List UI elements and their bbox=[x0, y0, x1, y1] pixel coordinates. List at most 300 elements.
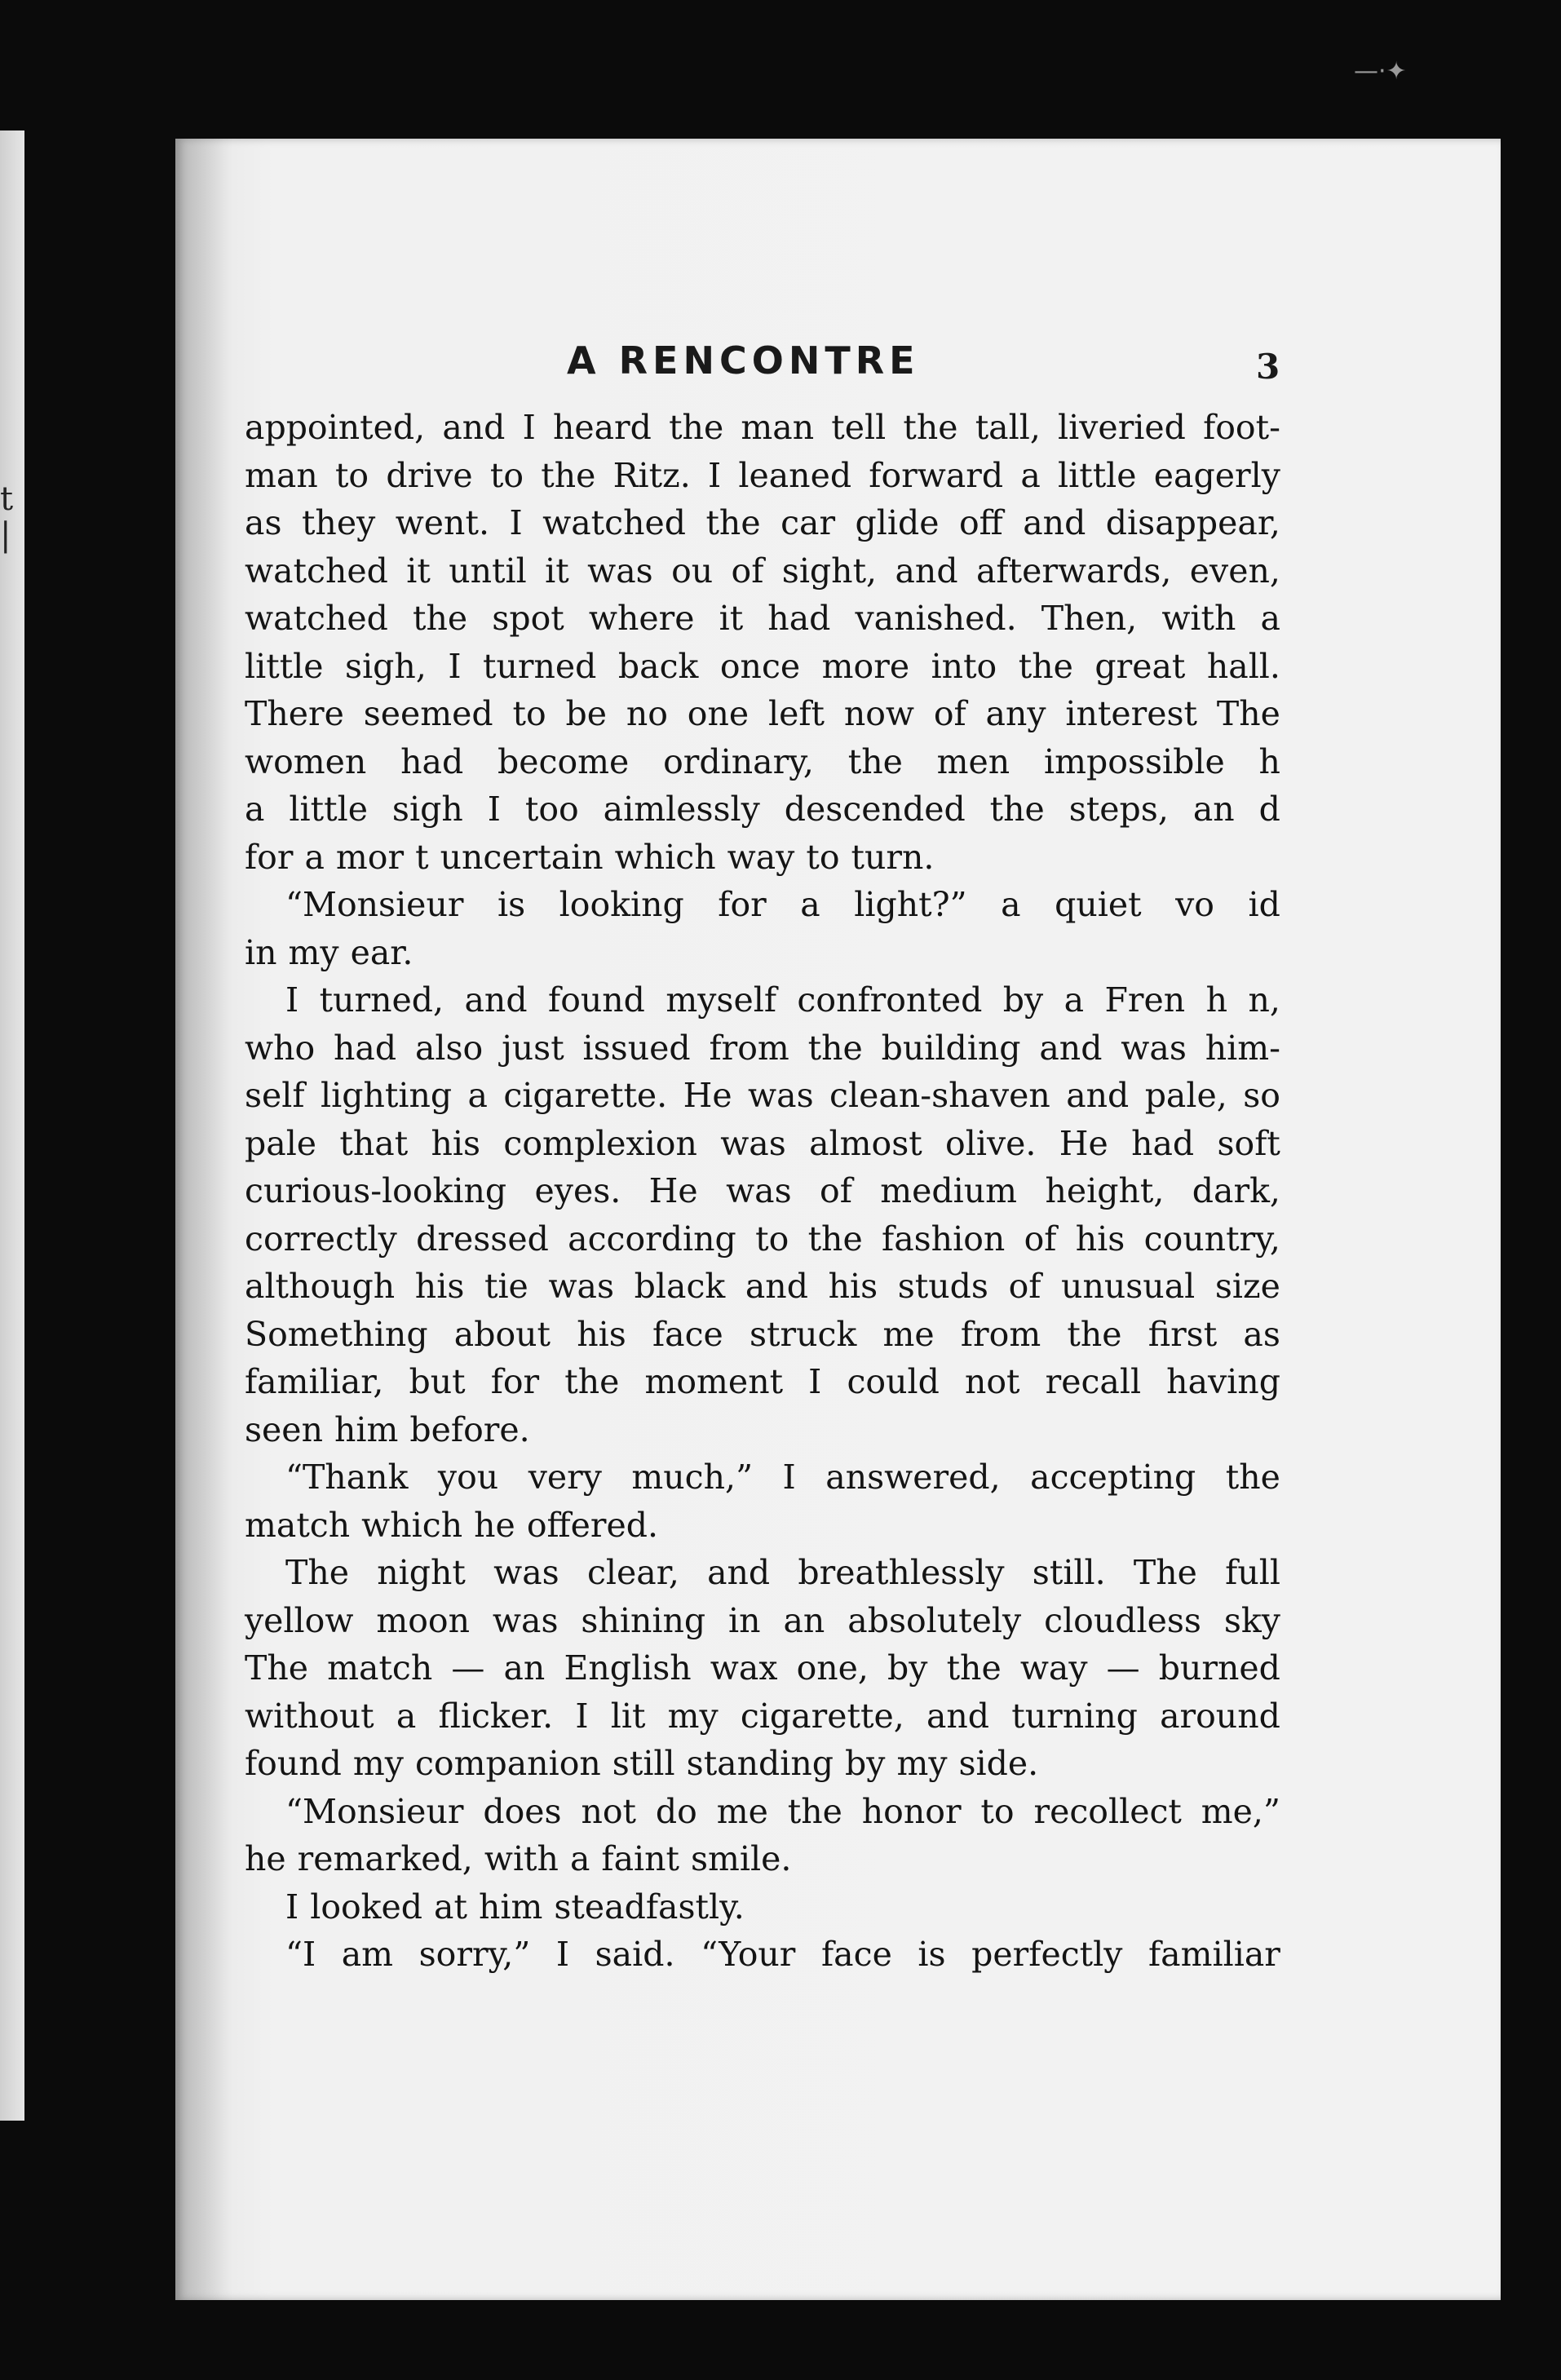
word: for bbox=[490, 1362, 540, 1401]
word: a bbox=[304, 837, 325, 877]
text-line bbox=[245, 1835, 1280, 1883]
word: He bbox=[648, 1171, 698, 1210]
text-line bbox=[245, 643, 1280, 691]
word: the bbox=[669, 408, 724, 447]
word: I bbox=[487, 790, 501, 829]
word: and bbox=[1066, 1076, 1130, 1115]
word: fashion bbox=[882, 1219, 1006, 1259]
word: the bbox=[787, 1791, 842, 1831]
word: until bbox=[449, 551, 527, 591]
word: tall, bbox=[975, 408, 1041, 447]
word: of bbox=[1008, 1267, 1041, 1306]
word: descended bbox=[784, 790, 966, 829]
word: to bbox=[980, 1791, 1015, 1831]
word: answered, bbox=[825, 1458, 1001, 1497]
word: wax bbox=[710, 1648, 778, 1688]
word: the bbox=[1018, 646, 1073, 686]
word: his bbox=[1075, 1219, 1125, 1259]
text-line bbox=[245, 1549, 1280, 1597]
word: which bbox=[614, 837, 716, 877]
word: standing bbox=[686, 1744, 834, 1783]
word: women bbox=[245, 741, 367, 781]
word: found bbox=[548, 980, 645, 1020]
word: be bbox=[565, 694, 608, 733]
word: too bbox=[524, 790, 579, 829]
word: He bbox=[1059, 1123, 1108, 1163]
word: where bbox=[588, 599, 695, 638]
word: honor bbox=[861, 1791, 962, 1831]
word: around bbox=[1160, 1696, 1280, 1736]
word: clear, bbox=[586, 1553, 679, 1592]
word: a bbox=[569, 1839, 590, 1878]
word: was bbox=[548, 1267, 615, 1306]
word: n, bbox=[1248, 980, 1280, 1020]
word: “Thank bbox=[285, 1458, 409, 1497]
word: from bbox=[709, 1028, 789, 1068]
word: it bbox=[719, 599, 744, 638]
word: smile. bbox=[691, 1839, 792, 1878]
word: “Monsieur bbox=[285, 885, 464, 924]
word: into bbox=[931, 646, 997, 686]
word: a bbox=[1020, 455, 1041, 495]
word: The bbox=[285, 1553, 350, 1592]
word: steps, bbox=[1068, 790, 1169, 829]
word: with bbox=[1161, 599, 1236, 638]
word: the bbox=[989, 790, 1045, 829]
word: confronted bbox=[797, 980, 983, 1020]
word: is bbox=[497, 885, 526, 924]
word: just bbox=[502, 1028, 564, 1068]
word: issued bbox=[582, 1028, 691, 1068]
word: I bbox=[707, 455, 722, 495]
word: was bbox=[748, 1076, 814, 1115]
word: car bbox=[780, 503, 836, 542]
word: one, bbox=[796, 1648, 869, 1688]
word: by bbox=[845, 1744, 886, 1783]
word: ear. bbox=[350, 932, 413, 972]
word: he bbox=[474, 1505, 515, 1545]
text-line bbox=[245, 1692, 1280, 1741]
word: Fren bbox=[1104, 980, 1186, 1020]
word: drive bbox=[386, 455, 473, 495]
word: cloudless bbox=[1044, 1600, 1201, 1640]
word: studs bbox=[897, 1267, 988, 1306]
word: cigarette. bbox=[503, 1076, 668, 1115]
word: an bbox=[1192, 790, 1235, 829]
word: soft bbox=[1217, 1123, 1280, 1163]
text-line bbox=[245, 499, 1280, 547]
word: although bbox=[245, 1267, 396, 1306]
text-line bbox=[245, 1263, 1280, 1311]
word: curious-looking bbox=[245, 1171, 507, 1210]
facing-page-glyph: | bbox=[0, 516, 11, 554]
word: went. bbox=[395, 503, 489, 542]
text-line bbox=[245, 1167, 1280, 1215]
text-line bbox=[245, 595, 1280, 643]
word: medium bbox=[880, 1171, 1018, 1210]
word: men bbox=[936, 741, 1010, 781]
word: man bbox=[245, 455, 318, 495]
text-line bbox=[245, 1024, 1280, 1073]
word: once bbox=[719, 646, 801, 686]
word: lit bbox=[610, 1696, 646, 1736]
word: with bbox=[484, 1839, 559, 1878]
word: night bbox=[377, 1553, 466, 1592]
text-line bbox=[245, 1311, 1280, 1359]
word: his bbox=[828, 1267, 878, 1306]
word: Then, bbox=[1041, 599, 1138, 638]
scan-artifact-mark: —·✦ bbox=[1354, 57, 1407, 86]
text-line bbox=[245, 404, 1280, 452]
word: him bbox=[478, 1887, 543, 1927]
word: become bbox=[497, 741, 630, 781]
word: so bbox=[1243, 1076, 1280, 1115]
word: I bbox=[555, 1935, 570, 1974]
word: without bbox=[245, 1696, 374, 1736]
word: to bbox=[512, 694, 546, 733]
word: but bbox=[409, 1362, 466, 1401]
word: mor bbox=[335, 837, 405, 877]
word: hall. bbox=[1206, 646, 1280, 686]
text-line bbox=[245, 1358, 1280, 1406]
word: also bbox=[414, 1028, 484, 1068]
word: had bbox=[767, 599, 831, 638]
word: afterwards, bbox=[975, 551, 1172, 591]
word: to bbox=[334, 455, 369, 495]
word: according bbox=[568, 1219, 736, 1259]
facing-page-edge bbox=[0, 131, 24, 2121]
word: familiar bbox=[1148, 1935, 1280, 1974]
text-line bbox=[245, 1597, 1280, 1645]
word: face bbox=[652, 1314, 723, 1354]
word: the bbox=[541, 455, 596, 495]
word: tell bbox=[831, 408, 887, 447]
word: from bbox=[960, 1314, 1041, 1354]
text-line bbox=[245, 929, 1280, 977]
word: liveried bbox=[1058, 408, 1186, 447]
word: had bbox=[400, 741, 464, 781]
word: as bbox=[245, 503, 282, 542]
word: vo bbox=[1175, 885, 1214, 924]
word: little bbox=[289, 790, 368, 829]
word: the bbox=[1225, 1458, 1280, 1497]
word: first bbox=[1148, 1314, 1218, 1354]
word: great bbox=[1094, 646, 1186, 686]
word: the bbox=[847, 741, 903, 781]
word: my bbox=[896, 1744, 948, 1783]
word: does bbox=[483, 1791, 562, 1831]
word: I bbox=[782, 1458, 796, 1497]
word: sigh, bbox=[345, 646, 427, 686]
text-line bbox=[245, 1644, 1280, 1692]
word: a bbox=[396, 1696, 417, 1736]
word: eyes. bbox=[534, 1171, 621, 1210]
text-line bbox=[245, 1120, 1280, 1168]
text-line bbox=[245, 1931, 1280, 1979]
word: I bbox=[808, 1362, 822, 1401]
word: side. bbox=[958, 1744, 1039, 1783]
word: was bbox=[720, 1123, 786, 1163]
word: way bbox=[1019, 1648, 1088, 1688]
word: was bbox=[587, 551, 653, 591]
facing-page-glyph: t bbox=[0, 480, 14, 518]
word: id bbox=[1248, 885, 1280, 924]
word: had bbox=[1131, 1123, 1195, 1163]
text-line bbox=[245, 452, 1280, 500]
word: pale, bbox=[1144, 1076, 1227, 1115]
word: match bbox=[245, 1505, 351, 1545]
word: recollect bbox=[1033, 1791, 1182, 1831]
word: The bbox=[245, 1648, 309, 1688]
word: before. bbox=[409, 1409, 530, 1449]
word: and bbox=[926, 1696, 990, 1736]
word: a bbox=[1001, 885, 1021, 924]
word: height, bbox=[1045, 1171, 1165, 1210]
word: cigarette, bbox=[740, 1696, 904, 1736]
text-line bbox=[245, 976, 1280, 1024]
word: had bbox=[334, 1028, 397, 1068]
word: forward bbox=[869, 455, 1004, 495]
word: of bbox=[820, 1171, 852, 1210]
word: by bbox=[887, 1648, 928, 1688]
word: Ritz. bbox=[612, 455, 691, 495]
word: and bbox=[1039, 1028, 1103, 1068]
word: light?” bbox=[854, 885, 967, 924]
word: me,” bbox=[1201, 1791, 1280, 1831]
word: spot bbox=[492, 599, 564, 638]
word: still. bbox=[1032, 1553, 1106, 1592]
word: at bbox=[434, 1887, 467, 1927]
word: which bbox=[361, 1505, 463, 1545]
word: sky bbox=[1223, 1600, 1280, 1640]
word: any bbox=[985, 694, 1046, 733]
word: of bbox=[731, 551, 764, 591]
word: man bbox=[741, 408, 815, 447]
word: way bbox=[727, 837, 795, 877]
word: familiar, bbox=[245, 1362, 384, 1401]
word: back bbox=[617, 646, 699, 686]
word: turning bbox=[1011, 1696, 1138, 1736]
word: absolutely bbox=[847, 1600, 1022, 1640]
word: of bbox=[1024, 1219, 1057, 1259]
word: companion bbox=[414, 1744, 601, 1783]
word: leaned bbox=[738, 455, 852, 495]
word: foot- bbox=[1203, 408, 1280, 447]
word: he bbox=[245, 1839, 286, 1878]
running-head bbox=[175, 338, 1501, 396]
word: a bbox=[800, 885, 820, 924]
word: almost bbox=[809, 1123, 922, 1163]
word: remarked, bbox=[297, 1839, 473, 1878]
word: in bbox=[245, 932, 277, 972]
facing-page-glyphs bbox=[0, 481, 20, 553]
word: I bbox=[575, 1696, 589, 1736]
word: yellow bbox=[245, 1600, 354, 1640]
word: a bbox=[467, 1076, 488, 1115]
word: face bbox=[820, 1935, 892, 1974]
text-line bbox=[245, 785, 1280, 834]
word: olive. bbox=[945, 1123, 1037, 1163]
text-line bbox=[245, 1740, 1280, 1788]
word: and bbox=[895, 551, 958, 591]
word: they bbox=[301, 503, 376, 542]
word: the bbox=[413, 599, 468, 638]
word: turned, bbox=[319, 980, 444, 1020]
word: you bbox=[437, 1458, 499, 1497]
word: struck bbox=[750, 1314, 857, 1354]
word: lighting bbox=[320, 1076, 453, 1115]
word: h bbox=[1205, 980, 1228, 1020]
word: one bbox=[687, 694, 750, 733]
word: an bbox=[783, 1600, 825, 1640]
word: I bbox=[448, 646, 462, 686]
word: for bbox=[245, 837, 294, 877]
word: sigh bbox=[391, 790, 463, 829]
word: was bbox=[493, 1553, 559, 1592]
word: moment bbox=[644, 1362, 784, 1401]
word: do bbox=[655, 1791, 697, 1831]
word: He bbox=[683, 1076, 732, 1115]
text-line bbox=[245, 738, 1280, 786]
word: uncertain bbox=[440, 837, 604, 877]
word: and bbox=[442, 408, 506, 447]
word: disappear, bbox=[1105, 503, 1280, 542]
word: a bbox=[245, 790, 265, 829]
text-line bbox=[245, 547, 1280, 595]
word: complexion bbox=[503, 1123, 697, 1163]
word: full bbox=[1225, 1553, 1280, 1592]
word: and bbox=[464, 980, 528, 1020]
word: — bbox=[451, 1648, 485, 1688]
word: no bbox=[626, 694, 668, 733]
word: h bbox=[1258, 741, 1280, 781]
word: about bbox=[453, 1314, 551, 1354]
word: breathlessly bbox=[798, 1553, 1005, 1592]
word: and bbox=[745, 1267, 808, 1306]
word: much,” bbox=[631, 1458, 754, 1497]
word: sorry,” bbox=[418, 1935, 531, 1974]
word: the bbox=[807, 1028, 863, 1068]
word: “I bbox=[285, 1935, 316, 1974]
word: in bbox=[728, 1600, 761, 1640]
word: his bbox=[577, 1314, 626, 1354]
word: dressed bbox=[416, 1219, 549, 1259]
word: it bbox=[406, 551, 431, 591]
text-line bbox=[245, 1072, 1280, 1120]
word: turn. bbox=[851, 837, 935, 877]
word: clean-shaven bbox=[829, 1076, 1050, 1115]
word: my bbox=[352, 1744, 404, 1783]
word: looking bbox=[559, 885, 684, 924]
word: my bbox=[667, 1696, 719, 1736]
word: eagerly bbox=[1153, 455, 1280, 495]
word: me bbox=[716, 1791, 768, 1831]
word: for bbox=[718, 885, 767, 924]
word: accepting bbox=[1030, 1458, 1196, 1497]
word: little bbox=[245, 646, 324, 686]
text-line bbox=[245, 834, 1280, 882]
word: ou bbox=[671, 551, 714, 591]
word: I bbox=[285, 980, 299, 1020]
word: seen bbox=[245, 1409, 323, 1449]
word: glide bbox=[855, 503, 940, 542]
word: and bbox=[1023, 503, 1086, 542]
word: faint bbox=[601, 1839, 680, 1878]
word: looked bbox=[310, 1887, 423, 1927]
text-line bbox=[245, 881, 1280, 929]
word: having bbox=[1166, 1362, 1280, 1401]
book-page bbox=[175, 139, 1501, 2300]
word: to bbox=[755, 1219, 789, 1259]
word: self bbox=[245, 1076, 305, 1115]
word: t bbox=[415, 837, 429, 877]
word: shining bbox=[581, 1600, 706, 1640]
word: — bbox=[1106, 1648, 1140, 1688]
word: of bbox=[933, 694, 966, 733]
text-line bbox=[245, 1215, 1280, 1263]
word: I bbox=[509, 503, 523, 542]
word: the bbox=[705, 503, 761, 542]
word: match bbox=[327, 1648, 433, 1688]
word: d bbox=[1258, 790, 1280, 829]
word: my bbox=[288, 932, 339, 972]
word: and bbox=[707, 1553, 771, 1592]
word: “Your bbox=[701, 1935, 796, 1974]
word: heard bbox=[552, 408, 652, 447]
word: Something bbox=[245, 1314, 428, 1354]
word: ordinary, bbox=[663, 741, 814, 781]
word: to bbox=[489, 455, 524, 495]
word: unusual bbox=[1061, 1267, 1196, 1306]
word: could bbox=[847, 1362, 940, 1401]
word: it bbox=[545, 551, 569, 591]
word: still bbox=[612, 1744, 675, 1783]
word: the bbox=[946, 1648, 1002, 1688]
word: more bbox=[821, 646, 910, 686]
word: a bbox=[1064, 980, 1085, 1020]
word: him- bbox=[1205, 1028, 1280, 1068]
text-line bbox=[245, 1788, 1280, 1836]
word: aimlessly bbox=[603, 790, 760, 829]
text-line bbox=[245, 1502, 1280, 1550]
word: dark, bbox=[1192, 1171, 1280, 1210]
word: building bbox=[881, 1028, 1021, 1068]
word: was bbox=[1121, 1028, 1187, 1068]
word: not bbox=[964, 1362, 1020, 1401]
word: country, bbox=[1143, 1219, 1280, 1259]
word: I bbox=[522, 408, 536, 447]
word: was bbox=[492, 1600, 559, 1640]
word: moon bbox=[376, 1600, 470, 1640]
word: recall bbox=[1045, 1362, 1142, 1401]
word: said. bbox=[595, 1935, 675, 1974]
word: watched bbox=[245, 599, 388, 638]
word: the bbox=[1067, 1314, 1122, 1354]
word: perfectly bbox=[971, 1935, 1123, 1974]
word: by bbox=[1002, 980, 1044, 1020]
word: the bbox=[903, 408, 958, 447]
word: quiet bbox=[1055, 885, 1142, 924]
word: little bbox=[1058, 455, 1137, 495]
word: a bbox=[1260, 599, 1280, 638]
gutter-shadow bbox=[175, 139, 232, 2300]
text-line bbox=[245, 690, 1280, 738]
word: to bbox=[806, 837, 840, 877]
word: sight, bbox=[781, 551, 878, 591]
word: is bbox=[918, 1935, 946, 1974]
word: size bbox=[1214, 1267, 1280, 1306]
word: who bbox=[245, 1028, 316, 1068]
